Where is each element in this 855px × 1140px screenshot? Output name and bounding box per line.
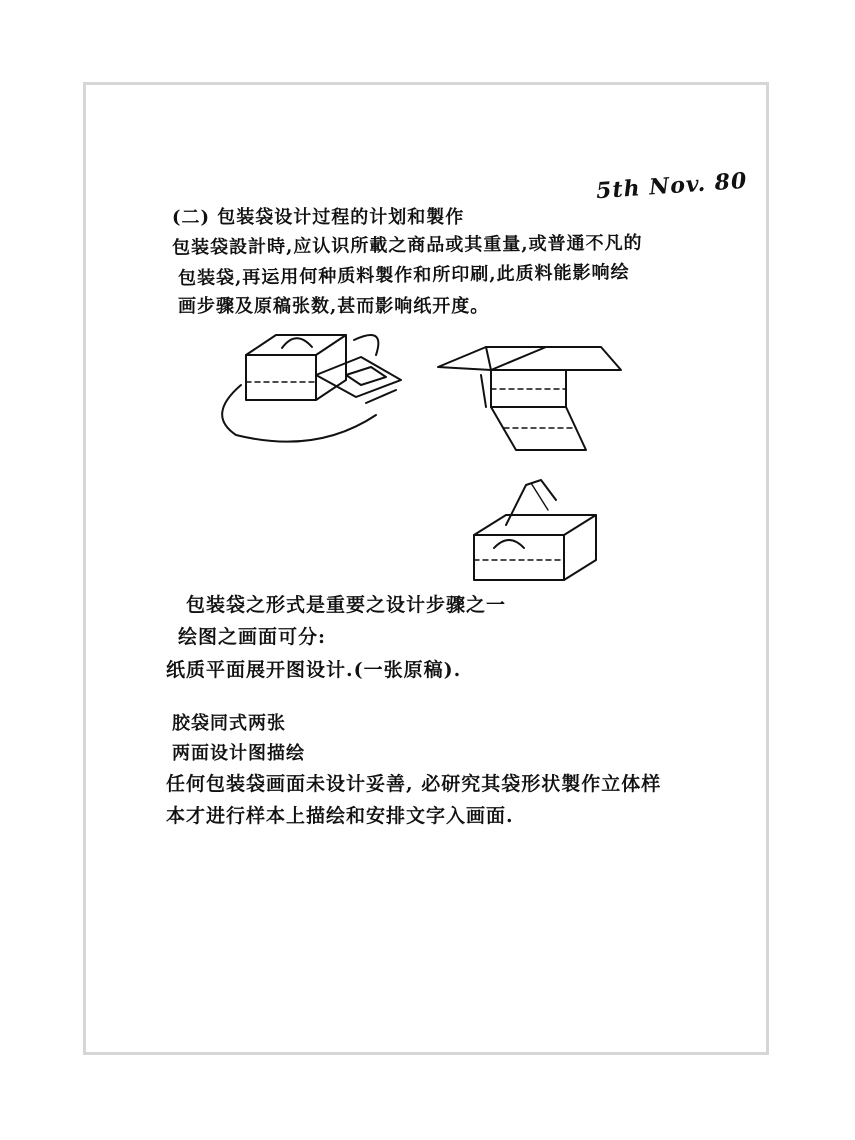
bag-sketches: [86, 85, 772, 1058]
body-line: 胶袋同式两张: [172, 713, 286, 734]
date-note: 5th Nov. 80: [595, 167, 749, 205]
body-line: 任何包装袋画面未设计妥善, 必研究其袋形状製作立体样: [166, 773, 662, 795]
body-line: 本才进行样本上描绘和安排文字入画面.: [166, 805, 514, 827]
sketch-bag-with-handle: [474, 480, 596, 580]
sketch-box-with-handle: [222, 335, 401, 442]
body-line: 包装袋設計時,应认识所載之商品或其重量,或普通不凡的: [171, 232, 643, 259]
section-heading: (二) 包装袋设计过程的计划和製作: [172, 207, 465, 228]
sketch-open-box: [438, 347, 621, 450]
body-line: 纸质平面展开图设计.(一张原稿).: [166, 659, 462, 681]
body-line: 包装袋,再运用何种质料製作和所印刷,此质料能影响绘: [177, 261, 630, 290]
document-page: [83, 82, 769, 1055]
body-line: 绘图之画面可分:: [178, 626, 327, 648]
body-line: 画步骤及原稿张数,甚而影响纸开度。: [178, 296, 490, 317]
body-line: 两面设计图描绘: [172, 743, 305, 764]
body-line: 包装袋之形式是重要之设计步骤之一: [186, 594, 507, 616]
